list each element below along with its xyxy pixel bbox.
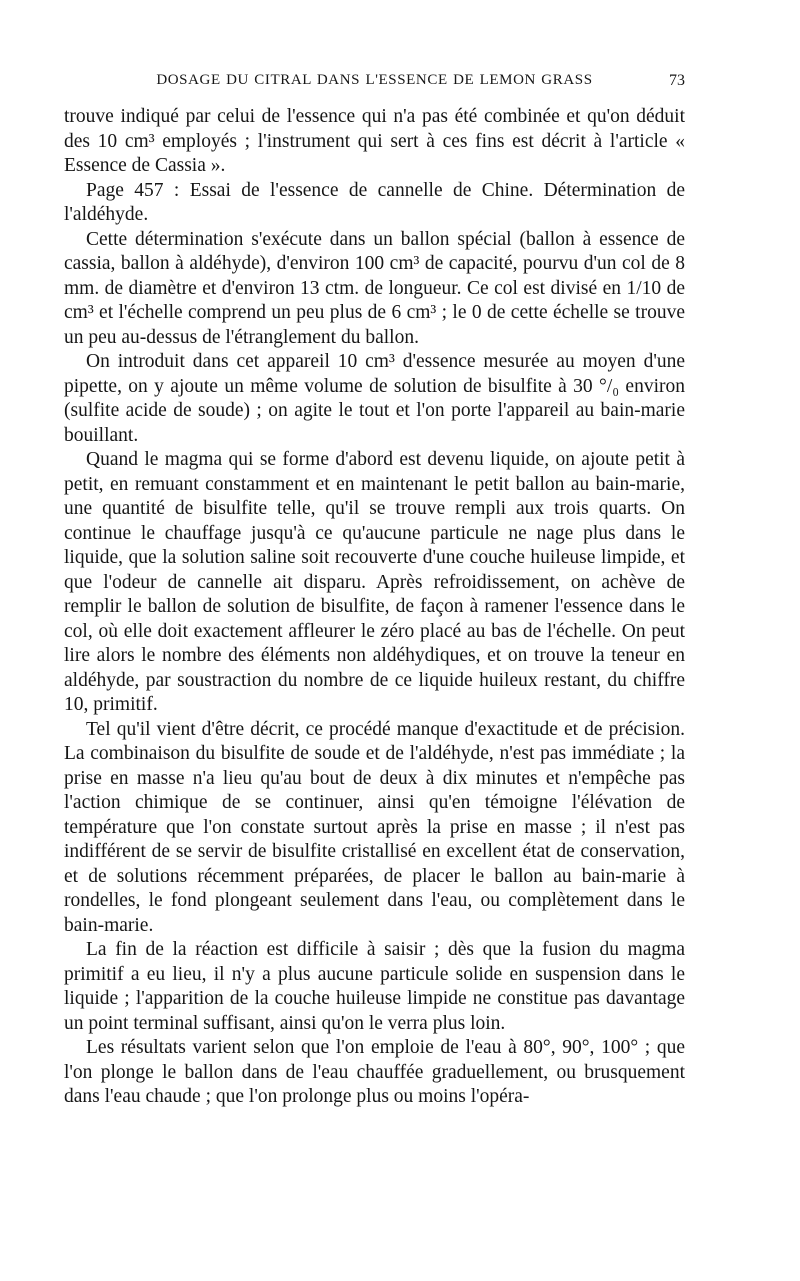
running-title: DOSAGE DU CITRAL DANS L'ESSENCE DE LEMON GRASS <box>156 72 593 88</box>
page-number: 73 <box>669 72 685 89</box>
running-head <box>64 72 685 94</box>
body-text <box>64 105 685 1110</box>
paragraph-variation: Les résultats varient selon que l'on emploie de l'eau à 80°, 90°, 100° ; que l'on plonge le ballon dans de l'eau chauffée graduellement, ou brusquement dans l'eau chaude ; que l'on prolonge plus ou moins l'opéra- <box>64 1037 685 1107</box>
paragraph-endpoint: La fin de la réaction est difficile à saisir ; dès que la fusion du magma primitif a eu lieu, il n'y a plus aucune particule solide en suspension dans le liquide ; l'apparition de la couche huileuse limpide ne constitue pas davantage un point terminal suffisant, ainsi qu'on le verra plus loin. <box>64 939 685 1034</box>
paragraph-critique: Tel qu'il vient d'être décrit, ce procédé manque d'exactitude et de précision. La combinaison du bisulfite de soude et de l'aldéhyde, n'est pas immédiate ; la prise en masse n'a lieu qu'au bout de deux à dix minutes et n'empêche pas l'action chimique de se continuer, ainsi qu'en témoigne l'élévation de température que l'on constate surtout après la prise en masse ; il n'est pas indifférent de se servir de bisulfite cristallisé en excellent état de conservation, et de solutions récemment préparées, de placer le ballon au bain-marie à rondelles, le fond plongeant seulement dans l'eau, ou complètement dans le bain-marie. <box>64 718 685 936</box>
paragraph-procedure-start: On introduit dans cet appareil 10 cm³ d'essence mesurée au moyen d'une pipette, on y ajoute un même volume de solution de bisulfite à 30 °/₀ environ (sulfite acide de soude) ; on agite le tout et l'on porte l'appareil au bain-marie bouillant. <box>64 351 685 446</box>
paragraph-page-reference: Page 457 : Essai de l'essence de cannelle de Chine. Détermination de l'aldéhyde. <box>64 179 685 225</box>
paragraph-procedure-detail: Quand le magma qui se forme d'abord est devenu liquide, on ajoute petit à petit, en remuant constamment et en maintenant le petit ballon au bain-marie, une quantité de bisulfite telle, qu'il se trouve rempli aux trois quarts. On continue le chauffage jusqu'à ce qu'aucune particule ne nage plus dans le liquide, que la solution saline soit recouverte d'une couche huileuse limpide, et que l'odeur de cannelle ait disparu. Après refroidissement, on achève de remplir le ballon de solution de bisulfite, de façon à ramener l'essence dans le col, où elle doit exactement affleurer le zéro placé au bas de l'échelle. On peut lire alors le nombre des éléments non aldéhydiques, et on trouve la teneur en aldéhyde, par soustraction du nombre de ce liquide huileux restant, du chiffre 10, primitif. <box>64 449 685 715</box>
paragraph-flask-description: Cette détermination s'exécute dans un ballon spécial (ballon à essence de cassia, ballon à aldéhyde), d'environ 100 cm³ de capacité, pourvu d'un col de 8 mm. de diamètre et d'environ 13 ctm. de longueur. Ce col est divisé en 1/10 de cm³ et l'échelle comprend un peu plus de 6 cm³ ; le 0 de cette échelle se trouve un peu au-dessus de l'étranglement du ballon. <box>64 228 685 348</box>
paragraph-continued: trouve indiqué par celui de l'essence qui n'a pas été combinée et qu'on déduit des 10 cm³ employés ; l'instrument qui sert à ces fins est décrit à l'article « Essence de Cassia ». <box>64 106 685 176</box>
